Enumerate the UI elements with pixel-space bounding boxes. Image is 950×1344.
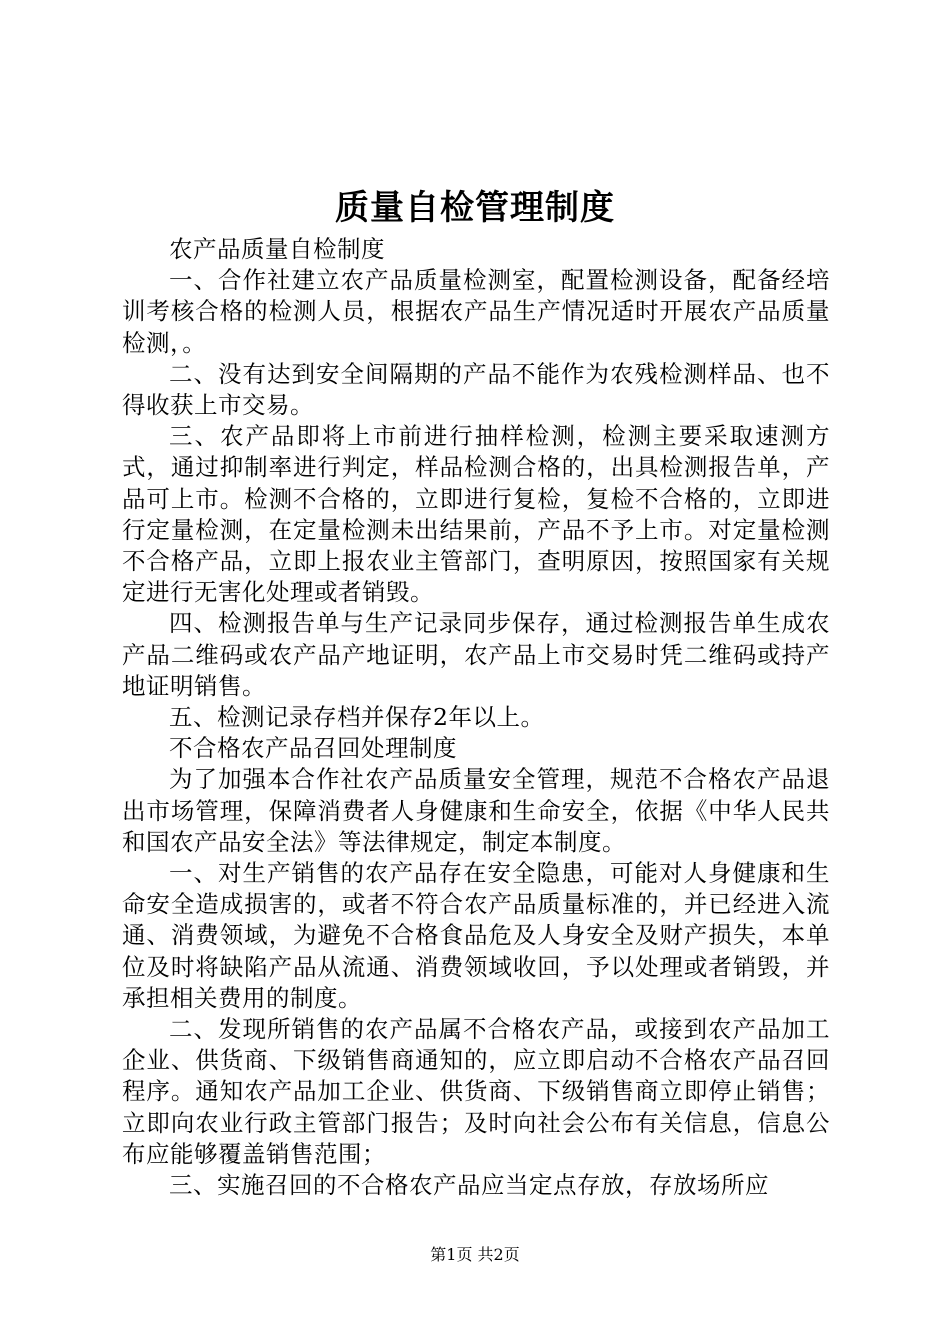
paragraph: 二、发现所销售的农产品属不合格农产品，或接到农产品加工企业、供货商、下级销售商通知的，应立即启动不合格农产品召回程序。通知农产品加工企业、供货商、下级销售商立即停止销售；立即向农业行政主管部门报告；及时向社会公布有关信息，信息公布应能够覆盖销售范围； (122, 1015, 830, 1168)
paragraph-section-heading: 农产品质量自检制度 (169, 235, 385, 263)
document-body (122, 234, 830, 1201)
paragraph: 一、对生产销售的农产品存在安全隐患，可能对人身健康和生命安全造成损害的，或者不符合农产品质量标准的，并已经进入流通、消费领域，为避免不合格食品危及人身安全及财产损失，本单位及时将缺陷产品从流通、消费领域收回，予以处理或者销毁，并承担相关费用的制度。 (122, 859, 830, 1012)
paragraph: 一、合作社建立农产品质量检测室，配置检测设备，配备经培训考核合格的检测人员，根据农产品生产情况适时开展农产品质量检测，。 (122, 266, 830, 357)
paragraph: 五、检测记录存档并保存2年以上。 (169, 703, 545, 732)
paragraph-section-heading: 不合格农产品召回处理制度 (169, 734, 457, 763)
page-footer: 第1页 共2页 (430, 1245, 520, 1264)
paragraph: 三、农产品即将上市前进行抽样检测，检测主要采取速测方式，通过抑制率进行判定，样品检测合格的，出具检测报告单，产品可上市。检测不合格的，立即进行复检，复检不合格的，立即进行定量检测，在定量检测未出结果前，产品不予上市。对定量检测不合格产品，立即上报农业主管部门，查明原因，按照国家有关规定进行无害化处理或者销毁。 (122, 422, 830, 607)
paragraph: 为了加强本合作社农产品质量安全管理，规范不合格农产品退出市场管理，保障消费者人身健康和生命安全，依据《中华人民共和国农产品安全法》等法律规定，制定本制度。 (122, 765, 830, 856)
paragraph: 二、没有达到安全间隔期的产品不能作为农残检测样品、也不得收获上市交易。 (122, 359, 830, 420)
paragraph: 四、检测报告单与生产记录同步保存，通过检测报告单生成农产品二维码或农产品产地证明，农产品上市交易时凭二维码或持产地证明销售。 (122, 609, 830, 700)
paragraph: 三、实施召回的不合格农产品应当定点存放，存放场所应 (169, 1171, 769, 1200)
document-title: 质量自检管理制度 (335, 188, 615, 228)
